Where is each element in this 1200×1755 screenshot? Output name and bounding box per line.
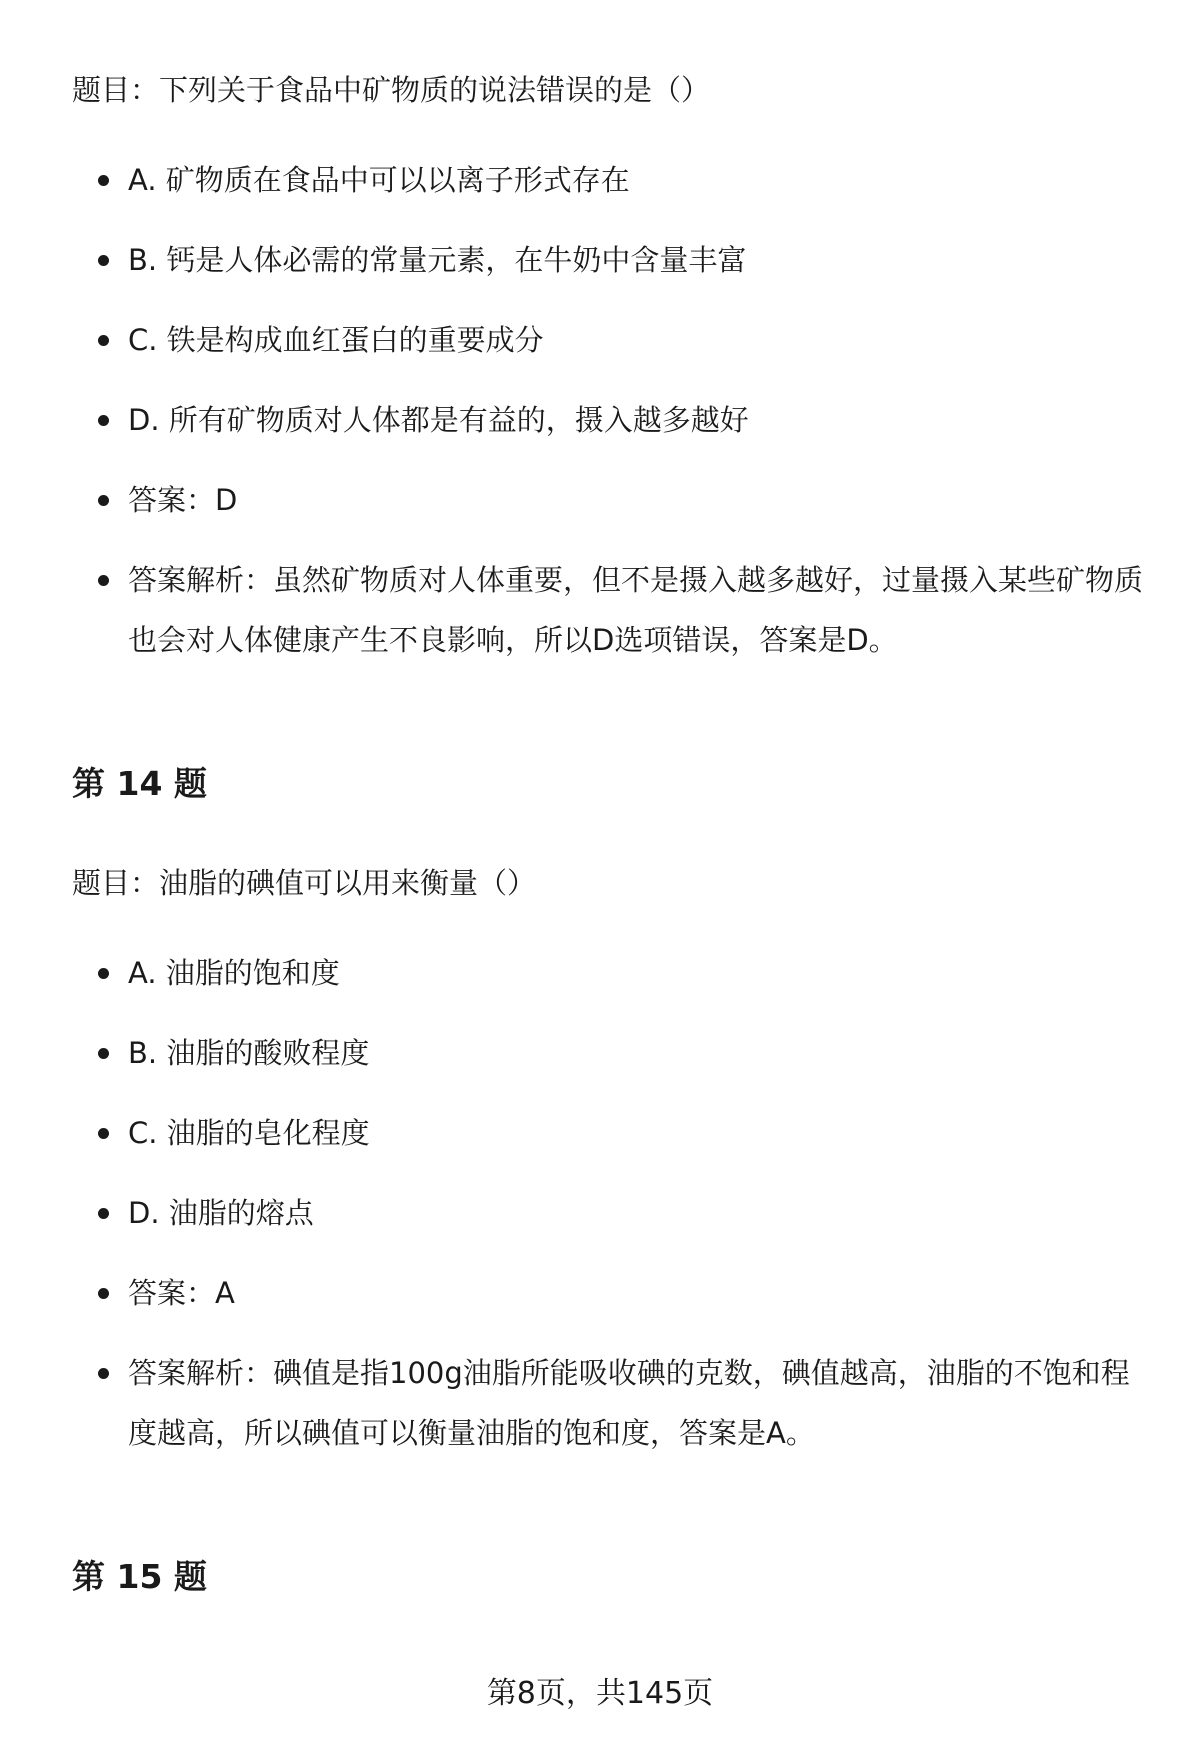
question-13-stem: 题目：下列关于食品中矿物质的说法错误的是（） [72,73,711,107]
question-14-heading: 第 14 题 [72,764,207,803]
question-14-option-c: C. 油脂的皂化程度 [128,1116,370,1150]
bullet-icon [98,1288,109,1299]
question-13-option-c: C. 铁是构成血红蛋白的重要成分 [128,323,544,357]
question-13-option-a: A. 矿物质在食品中可以以离子形式存在 [128,163,630,197]
bullet-icon [98,255,109,266]
bullet-icon [98,1368,109,1379]
bullet-icon [98,1128,109,1139]
question-13-option-b: B. 钙是人体必需的常量元素，在牛奶中含量丰富 [128,243,747,277]
question-14-option-a: A. 油脂的饱和度 [128,956,340,990]
question-13-option-d: D. 所有矿物质对人体都是有益的，摄入越多越好 [128,403,749,437]
bullet-icon [98,1048,109,1059]
bullet-icon [98,335,109,346]
bullet-icon [98,175,109,186]
question-13-explanation: 答案解析：虽然矿物质对人体重要，但不是摄入越多越好，过量摄入某些矿物质也会对人体健康产生不良影响，所以D选项错误，答案是D。 [128,563,1144,657]
question-14-explanation: 答案解析：碘值是指100g油脂所能吸收碘的克数，碘值越高，油脂的不饱和程度越高，所以碘值可以衡量油脂的饱和度，答案是A。 [128,1356,1130,1450]
bullet-icon [98,1208,109,1219]
question-14-option-b: B. 油脂的酸败程度 [128,1036,370,1070]
page-number: 第8页，共145页 [486,1676,714,1711]
question-14-option-d: D. 油脂的熔点 [128,1196,314,1230]
bullet-icon [98,968,109,979]
question-15-heading: 第 15 题 [72,1557,207,1596]
bullet-icon [98,495,109,506]
bullet-icon [98,575,109,586]
question-13-answer: 答案：D [128,483,238,517]
question-14-stem: 题目：油脂的碘值可以用来衡量（） [72,866,537,900]
bullet-icon [98,415,109,426]
question-14-answer: 答案：A [128,1276,235,1310]
